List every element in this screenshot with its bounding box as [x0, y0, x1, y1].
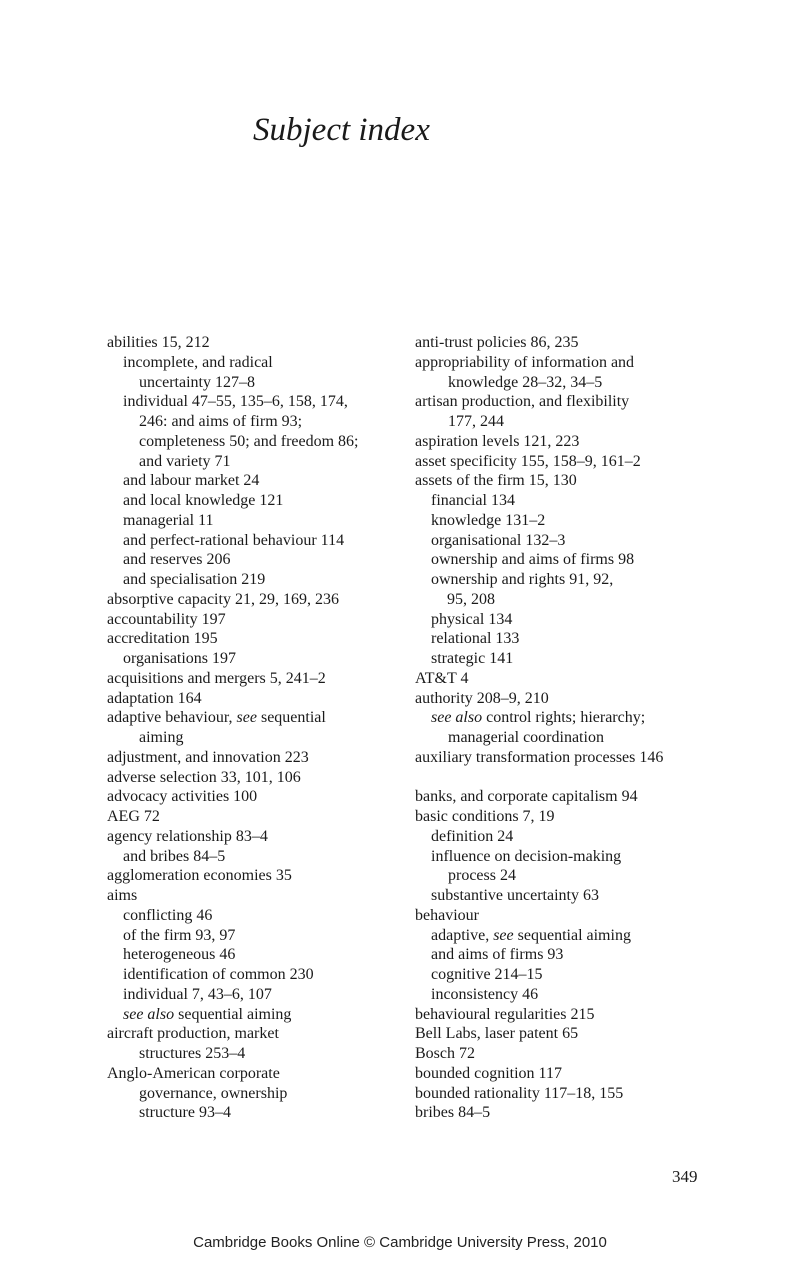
- entry-text: and specialisation 219: [123, 571, 266, 588]
- index-entry: [107, 333, 397, 353]
- index-entry: [415, 689, 715, 709]
- index-entry: [107, 748, 397, 768]
- entry-text: definition 24: [431, 827, 514, 845]
- entry-text: strategic 141: [431, 650, 514, 667]
- entry-text: and perfect-rational behaviour 114: [123, 531, 345, 549]
- entry-text: Anglo-American corporate: [107, 1064, 280, 1082]
- entry-text: financial 134: [431, 492, 515, 509]
- entry-text: managerial 11: [123, 511, 214, 529]
- entry-text: structure 93–4: [139, 1104, 231, 1122]
- footer-copyright: Cambridge Books Online © Cambridge University Press, 2010: [193, 1234, 607, 1251]
- entry-cross-reference: see: [236, 709, 257, 727]
- index-entry: [415, 452, 715, 472]
- entry-text: structures 253–4: [139, 1045, 246, 1062]
- index-subentry: [107, 945, 397, 965]
- index-subentry: [415, 827, 715, 847]
- entry-text: banks, and corporate capitalism 94: [415, 788, 638, 806]
- index-subentry: [415, 590, 715, 610]
- entry-text: individual 7, 43–6, 107: [123, 985, 272, 1003]
- entry-text: incomplete, and radical: [123, 353, 273, 371]
- index-subentry: [415, 610, 715, 630]
- entry-text: artisan production, and flexibility: [415, 393, 630, 411]
- entry-text: ownership and aims of firms 98: [431, 551, 635, 569]
- index-entry: [107, 807, 397, 827]
- index-entry: [415, 1103, 715, 1123]
- index-subentry: [107, 1005, 397, 1025]
- entry-text: 177, 244: [448, 413, 504, 430]
- entry-text: and bribes 84–5: [123, 847, 226, 865]
- entry-text: 246: and aims of firm 93;: [139, 413, 303, 430]
- index-entry: [107, 669, 397, 689]
- entry-text: identification of common 230: [123, 966, 314, 983]
- entry-text: Bell Labs, laser patent 65: [415, 1025, 579, 1043]
- index-subentry: [415, 926, 715, 946]
- index-subentry: [107, 649, 397, 669]
- index-entry: [107, 886, 397, 906]
- entry-text: cognitive 214–15: [431, 966, 543, 983]
- entry-text: behavioural regularities 215: [415, 1005, 595, 1023]
- index-subentry: [107, 392, 397, 412]
- index-entry: [415, 787, 715, 807]
- index-subentry: [415, 886, 715, 906]
- index-subentry: [107, 1084, 397, 1104]
- index-entry: [107, 827, 397, 847]
- index-entry: [107, 787, 397, 807]
- entry-text: knowledge 131–2: [431, 511, 546, 529]
- entry-text: assets of the firm 15, 130: [415, 472, 577, 490]
- index-subentry: [415, 708, 715, 728]
- index-entry: [415, 1044, 715, 1064]
- entry-text: behaviour: [415, 906, 479, 924]
- entry-text: aspiration levels 121, 223: [415, 432, 580, 450]
- index-entry: [107, 610, 397, 630]
- entry-text: and labour market 24: [123, 472, 260, 490]
- entry-text: agglomeration economies 35: [107, 867, 292, 885]
- entry-text: knowledge 28–32, 34–5: [448, 373, 603, 391]
- index-subentry: [107, 550, 397, 570]
- entry-text: adaptive behaviour,: [107, 709, 237, 727]
- index-subentry: [107, 452, 397, 472]
- entry-text: adaptation 164: [107, 689, 202, 707]
- entry-text: of the firm 93, 97: [123, 926, 236, 944]
- index-entry: [415, 392, 715, 412]
- entry-text: accountability 197: [107, 610, 226, 628]
- index-subentry: [107, 412, 397, 432]
- entry-text: conflicting 46: [123, 906, 213, 924]
- index-subentry: [415, 945, 715, 965]
- index-subentry: [107, 906, 397, 926]
- entry-text: adverse selection 33, 101, 106: [107, 768, 301, 786]
- entry-text: and aims of firms 93: [431, 946, 564, 964]
- entry-text: authority 208–9, 210: [415, 689, 549, 707]
- index-subentry: [415, 412, 715, 432]
- index-spacer: [415, 768, 715, 788]
- index-entry: [107, 708, 397, 728]
- index-subentry: [107, 471, 397, 491]
- entry-text: control rights; hierarchy;: [482, 709, 646, 727]
- index-entry: [415, 1084, 715, 1104]
- index-entry: [415, 748, 715, 768]
- index-subentry: [107, 570, 397, 590]
- index-subentry: [415, 531, 715, 551]
- entry-text: organisational 132–3: [431, 531, 566, 549]
- entry-text: and variety 71: [139, 452, 231, 470]
- index-entry: [107, 1024, 397, 1044]
- entry-text: adaptive,: [431, 926, 494, 944]
- index-subentry: [415, 373, 715, 393]
- entry-text: ownership and rights 91, 92,: [431, 571, 614, 588]
- index-subentry: [415, 866, 715, 886]
- entry-cross-reference: see also: [123, 1005, 175, 1023]
- index-entry: [415, 471, 715, 491]
- index-entry: [107, 768, 397, 788]
- entry-text: and reserves 206: [123, 551, 231, 569]
- index-column-right: [415, 333, 715, 1123]
- entry-text: inconsistency 46: [431, 985, 539, 1003]
- index-entry: [107, 866, 397, 886]
- index-subentry: [107, 1103, 397, 1123]
- entry-text: bounded rationality 117–18, 155: [415, 1084, 624, 1102]
- entry-text: AEG 72: [107, 808, 160, 825]
- index-subentry: [107, 511, 397, 531]
- entry-cross-reference: see also: [431, 709, 483, 727]
- entry-text: adjustment, and innovation 223: [107, 748, 309, 766]
- index-entry: [415, 1064, 715, 1084]
- entry-text: governance, ownership: [139, 1084, 288, 1102]
- entry-text: auxiliary transformation processes 146: [415, 748, 664, 766]
- index-subentry: [415, 491, 715, 511]
- entry-text: individual 47–55, 135–6, 158, 174,: [123, 393, 348, 411]
- index-entry: [415, 432, 715, 452]
- entry-text: aircraft production, market: [107, 1025, 279, 1043]
- index-subentry: [107, 926, 397, 946]
- index-subentry: [107, 531, 397, 551]
- entry-text: influence on decision-making: [431, 847, 622, 865]
- index-subentry: [107, 728, 397, 748]
- entry-text: bounded cognition 117: [415, 1064, 562, 1082]
- entry-text: heterogeneous 46: [123, 946, 236, 964]
- entry-text: anti-trust policies 86, 235: [415, 334, 579, 351]
- entry-text: Bosch 72: [415, 1045, 475, 1062]
- page-number: 349: [672, 1167, 698, 1186]
- entry-text: sequential aiming: [513, 926, 631, 944]
- index-subentry: [415, 629, 715, 649]
- index-entry: [415, 669, 715, 689]
- index-subentry: [107, 353, 397, 373]
- index-subentry: [415, 511, 715, 531]
- entry-text: asset specificity 155, 158–9, 161–2: [415, 452, 641, 470]
- index-subentry: [415, 847, 715, 867]
- entry-text: AT&T 4: [415, 669, 469, 687]
- entry-text: abilities 15, 212: [107, 334, 210, 351]
- entry-text: advocacy activities 100: [107, 788, 258, 806]
- index-subentry: [107, 1044, 397, 1064]
- entry-text: sequential aiming: [174, 1005, 292, 1023]
- index-subentry: [107, 965, 397, 985]
- entry-text: absorptive capacity 21, 29, 169, 236: [107, 590, 339, 608]
- entry-text: sequential: [256, 709, 326, 727]
- index-entry: [107, 1064, 397, 1084]
- entry-text: organisations 197: [123, 650, 237, 667]
- entry-text: managerial coordination: [448, 729, 604, 746]
- entry-text: substantive uncertainty 63: [431, 887, 599, 904]
- entry-cross-reference: see: [493, 926, 514, 944]
- index-column-left: [107, 333, 397, 1123]
- index-entry: [415, 353, 715, 373]
- entry-text: process 24: [448, 867, 516, 885]
- entry-text: completeness 50; and freedom 86;: [139, 432, 359, 450]
- index-entry: [415, 1005, 715, 1025]
- entry-text: and local knowledge 121: [123, 492, 284, 509]
- index-subentry: [107, 491, 397, 511]
- index-subentry: [415, 985, 715, 1005]
- entry-text: bribes 84–5: [415, 1104, 491, 1122]
- entry-text: physical 134: [431, 610, 513, 628]
- entry-text: agency relationship 83–4: [107, 827, 268, 845]
- index-entry: [415, 1024, 715, 1044]
- index-entry: [415, 906, 715, 926]
- index-subentry: [107, 432, 397, 452]
- entry-text: accreditation 195: [107, 630, 218, 648]
- index-subentry: [415, 728, 715, 748]
- index-entry: [107, 590, 397, 610]
- entry-text: basic conditions 7, 19: [415, 808, 555, 825]
- entry-text: acquisitions and mergers 5, 241–2: [107, 669, 326, 687]
- index-entry: [107, 629, 397, 649]
- index-subentry: [107, 847, 397, 867]
- page-title: Subject index: [253, 112, 430, 148]
- index-subentry: [107, 373, 397, 393]
- index-subentry: [415, 649, 715, 669]
- index-subentry: [415, 965, 715, 985]
- entry-text: uncertainty 127–8: [139, 373, 255, 391]
- entry-text: relational 133: [431, 630, 520, 648]
- index-entry: [415, 807, 715, 827]
- index-subentry: [415, 550, 715, 570]
- index-subentry: [107, 985, 397, 1005]
- entry-text: appropriability of information and: [415, 353, 635, 371]
- entry-text: aims: [107, 887, 138, 904]
- index-subentry: [415, 570, 715, 590]
- entry-text: 95, 208: [447, 590, 495, 608]
- entry-text: aiming: [139, 729, 184, 746]
- index-entry: [107, 689, 397, 709]
- index-entry: [415, 333, 715, 353]
